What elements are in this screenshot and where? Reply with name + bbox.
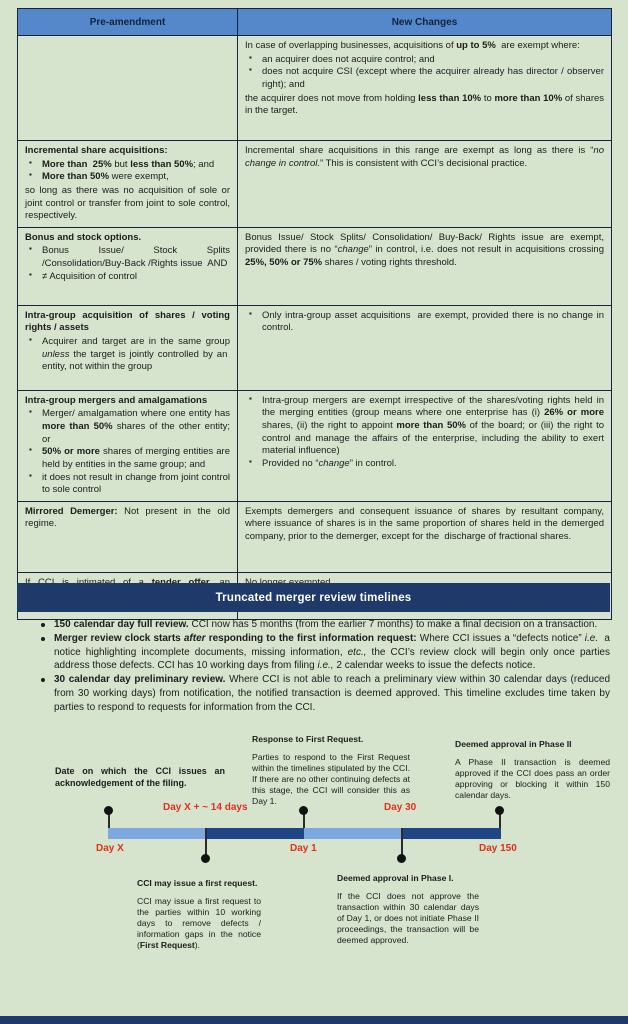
timeline-note-response-first-request [252,734,410,807]
timeline-diagram [0,726,628,1016]
timeline-bar [108,828,501,839]
note-title: Response to First Request. [252,734,364,744]
timeline-bar-segment-phase2 [402,828,501,839]
timeline-marker-dot-first-request [201,854,210,863]
summary-bullet-review-clock: Merger review clock starts after responding to the first information request: Where CCI issues a “defects notice” i.e. a notice highlighting incomplete documents, missing information, etc., the CCI’s review clock will begin only once parties address those defects. CCI has 10 working days from filing i.e., 2 calendar weeks to issue the defects notice. [54,632,610,672]
timeline-note-deemed-approval-phase1 [337,873,479,946]
table-cell-pre-overlap [18,35,237,140]
note-title: CCI may issue a first request. [137,878,258,888]
note-title: Deemed approval in Phase II [455,739,572,749]
table-cell-new-intragroup-acquisition: ▪ Only intra-group asset acquisitions are exempt, provided there is no change in control. [237,305,611,390]
summary-bullet-30-day: 30 calendar day preliminary review. Where CCI is not able to reach a preliminary view within 30 calendar days (reduced from 30 working days) from notification, the notified transaction is deemed approved. This timeline excludes time taken by parties to respond to requests for information from the CCI. [54,674,610,713]
table-cell-new-intragroup-mergers: ▪ Intra-group mergers are exempt irrespective of the shares/voting rights held in the merging entities (group means where one enterprise has (i) 26% or more shares, (ii) the right to appoint more than 50% of the board; or (iii) the right to control and manage the affairs of the enterprise, including the ability to exert material influence) ▪ Provided no “change” in control. [237,390,611,501]
note-title: Deemed approval in Phase I. [337,873,454,883]
column-header-pre-amendment: Pre-amendment [18,9,237,35]
timeline-bar-segment-first-request [206,828,304,839]
section-banner-title: Truncated merger review timelines [17,583,610,612]
timeline-marker-dot-phase1-approval [397,854,406,863]
note-body: Parties to respond to the First Request within the timelines stipulated by the CCI. If there are no other continuing defects at this stage, the CCI will consider this as Day 1. [252,752,410,806]
timeline-note-filing: Date on which the CCI issues an acknowledgement of the filing. [55,766,225,788]
table-cell-new-bonus: Bonus Issue/ Stock Splits/ Consolidation/ Buy-Back/ Rights issue are exempt, provided there is no “change” in control, i.e. does not result in acquisitions crossing 25%, 50% or 75% shares / voting rights threshold. [237,227,611,305]
timeline-marker-dot-day-x [104,806,113,815]
table-cell-pre-incremental: Incremental share acquisitions: ▪ More than 25% but less than 50%; and ▪ More than 50% were exempt, so long as there was no acquisition of sole or joint control or transfer from joint to sole control, respectively. [18,140,237,227]
table-cell-pre-bonus: Bonus and stock options. ▪ Bonus Issue/ Stock Splits /Consolidation/Buy-Back /Rights issue AND ▪ ≠ Acquisition of control [18,227,237,305]
timeline-label-day-30: Day 30 [384,802,417,813]
comparison-table [17,8,612,620]
timeline-summary [22,618,610,715]
summary-bullet-150-day: 150 calendar day full review. CCI now has 5 months (from the earlier 7 months) to make a final decision on a transaction. [54,618,610,632]
timeline-bar-segment-filing [108,828,206,839]
timeline-label-day-x: Day X [96,843,124,854]
timeline-marker-dot-day-150 [495,806,504,815]
summary-bullet-list [22,618,610,715]
timeline-note-first-request [137,878,261,951]
timeline-label-day-x-plus-14: Day X + ~ 14 days [163,802,248,813]
table-cell-new-incremental: Incremental share acquisitions in this range are exempt as long as there is “no change in control.” This is consistent with CCI’s decisional practice. [237,140,611,227]
table-cell-pre-intragroup-acquisition: Intra-group acquisition of shares / voting rights / assets ▪ Acquirer and target are in the same group unless the target is jointly controlled by an entity, not within the group [18,305,237,390]
note-body: If the CCI does not approve the transaction within 30 calendar days of Day 1, or does not initiate Phase II proceedings, the transaction will be deemed approved. [337,891,479,945]
table-cell-new-mirrored-demerger: Exempts demergers and consequent issuance of shares by resultant company, where issuance of shares is in the same proportion of shares held in the demerged company, prior to the demerger, except for the discharge of fractional shares. [237,501,611,572]
timeline-marker-dot-day-1 [299,806,308,815]
timeline-label-day-150: Day 150 [479,843,517,854]
table-cell-pre-mirrored-demerger: Mirrored Demerger: Not present in the old regime. [18,501,237,572]
note-body: A Phase II transaction is deemed approved if the CCI does pass an order approving or blocking it within 150 calendar days. [455,757,610,800]
timeline-note-deemed-approval-phase2 [455,739,610,801]
table-cell-pre-intragroup-mergers: Intra-group mergers and amalgamations ▪ Merger/ amalgamation where one entity has more than 50% shares of the other entity; or ▪ 50% or more shares of merging entities are held by entities in the same group; and ▪ it does not result in change from joint control to sole control [18,390,237,501]
column-header-new-changes: New Changes [237,9,611,35]
footer-bar [0,1016,628,1024]
timeline-label-day-1: Day 1 [290,843,317,854]
timeline-bar-segment-phase1 [304,828,402,839]
table-cell-new-overlap: In case of overlapping businesses, acquisitions of up to 5% are exempt where: ▪ an acquirer does not acquire control; and ▪ does not acquire CSI (except where the acquirer already has director / observer right); and the acquirer does not move from holding less than 10% to more than 10% of shares in the target. [237,35,611,140]
note-body: CCI may issue a first request to the parties within 10 working days to remove defects / information gaps in the notice (First Request). [137,896,261,950]
